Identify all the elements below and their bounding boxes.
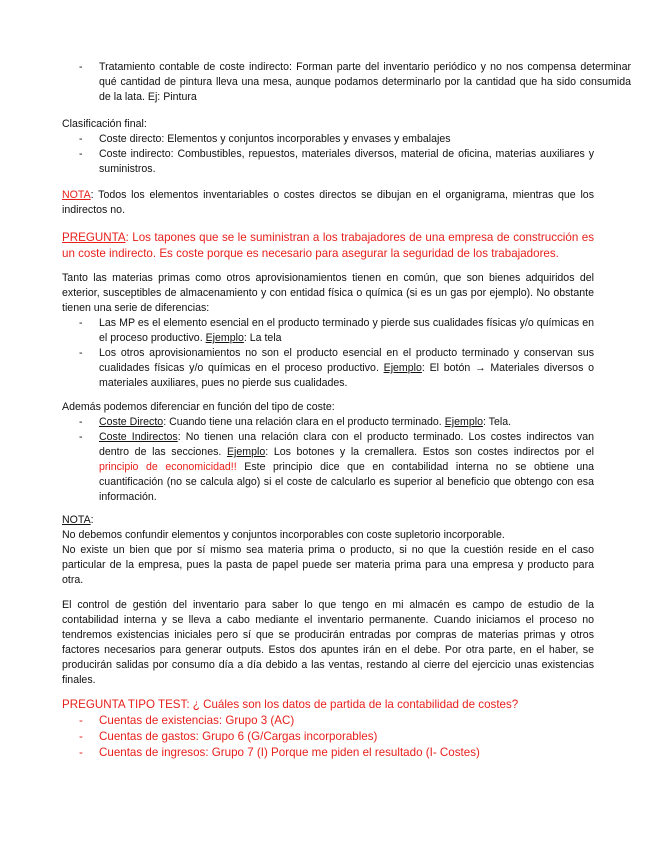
pregunta-test-item [62, 729, 594, 745]
nota-text: : Todos los elementos inventariables o costes directos se dibujan en el organigrama, mientras que los indirectos no. [62, 189, 594, 216]
materias-item-mp [62, 316, 594, 346]
bullet-dash: - [79, 133, 83, 145]
tipo-coste-intro: Además podemos diferenciar en función del tipo de coste: [62, 401, 335, 413]
item-text: : Cuando tiene una relación clara en el producto terminado. [163, 416, 445, 428]
intro-list-item [62, 60, 631, 105]
materias-item-text [99, 346, 594, 391]
pregunta-label: PREGUNTA [62, 231, 126, 244]
bullet-dash: - [79, 347, 83, 359]
ejemplo-label: Ejemplo [444, 416, 483, 428]
pregunta-text: : Los tapones que se le suministran a los trabajadores de una empresa de construcción es un coste indirecto. Es coste porque es necesario para asegurar la seguridad de los trabajadores. [62, 231, 594, 260]
nota-elementos-section [62, 513, 594, 588]
ejemplo-text: : Tela. [482, 416, 512, 428]
pregunta-test-item-text: Cuentas de ingresos: Grupo 7 (I) Porque me piden el resultado (I- Costes) [99, 746, 480, 759]
clasificacion-title: Clasificación final: [62, 118, 147, 130]
nota-label: NOTA [62, 189, 91, 201]
intro-text: Tratamiento contable de coste indirecto: Forman parte del inventario periódico y no nos compensa determinar qué cantidad de pintura lleva una mesa, aunque podamos determinarlo por la cantidad que ha sido consumida de la lata. Ej: Pintura [99, 61, 631, 103]
coste-indirecto-label: Coste Indirectos [99, 431, 178, 443]
pregunta-test-item [62, 713, 594, 729]
materias-item-text [99, 316, 594, 346]
pregunta-tapones [62, 230, 594, 262]
principio-economicidad: principio de economicidad!! [99, 461, 237, 473]
tipo-coste-section [62, 400, 594, 505]
coste-directo-label: Coste Directo [99, 416, 164, 428]
pregunta-test-item-text: Cuentas de existencias: Grupo 3 (AC) [99, 714, 295, 727]
bullet-dash: - [79, 416, 83, 428]
nota-colon: : [90, 514, 94, 526]
ejemplo-text: : El botón → Materiales diversos o materiales auxiliares, pues no pierde sus cualidades. [99, 362, 594, 389]
clasificacion-item-text: Coste directo: Elementos y conjuntos incorporables y envases y embalajes [99, 133, 451, 145]
bullet-dash: - [79, 148, 83, 160]
item-text: Este principio dice que en contabilidad interna no se obtiene una cuantificación (no se calcula algo) si el coste de calcularlo es superior al beneficio que obtengo con esa información. [99, 461, 594, 503]
tipo-coste-text [99, 430, 594, 505]
bullet-dash: - [79, 431, 83, 443]
tipo-coste-text [99, 415, 594, 430]
item-text: Los otros aprovisionamientos no son el producto esencial en el producto terminado y conservan sus cualidades físicas y/o químicas en el proceso productivo. [99, 347, 594, 374]
materias-intro: Tanto las materias primas como otros aprovisionamientos tienen en común, que son bienes adquiridos del exterior, susceptibles de almacenamiento y con entidad física o química (si es un gas por ejemplo). No obstante tienen una serie de diferencias: [62, 272, 594, 314]
bullet-dash: - [79, 714, 83, 727]
clasificacion-item-directo [62, 132, 594, 147]
clasificacion-item-indirecto [62, 147, 594, 177]
bullet-dash: - [79, 746, 83, 759]
materias-section [62, 271, 594, 391]
ejemplo-label: Ejemplo [205, 332, 244, 344]
clasificacion-section [62, 117, 594, 177]
pregunta-test-title: PREGUNTA TIPO TEST: ¿ Cuáles son los datos de partida de la contabilidad de costes? [62, 698, 519, 711]
nota2-line1: No debemos confundir elementos y conjuntos incorporables con coste supletorio incorporable. [62, 529, 505, 541]
clasificacion-item-text: Coste indirecto: Combustibles, repuestos, materiales diversos, material de oficina, materias auxiliares y suministros. [99, 148, 594, 175]
ejemplo-label: Ejemplo [383, 362, 422, 374]
tipo-coste-indirecto [62, 430, 594, 505]
bullet-dash: - [79, 730, 83, 743]
bullet-dash: - [79, 61, 83, 73]
nota2-line2: No existe un bien que por sí mismo sea materia prima o producto, si no que la cuestión reside en el caso particular de la empresa, pues la pasta de papel puede ser materia prima para una empresa y producto para otra. [62, 544, 594, 586]
item-text: Las MP es el elemento esencial en el producto terminado y pierde sus cualidades físicas y/o químicas en el proceso productivo. [99, 317, 594, 344]
pregunta-test-section [62, 697, 594, 761]
item-text: : Los botones y la cremallera. Estos son costes indirectos por el [265, 446, 594, 458]
nota-label: NOTA [62, 514, 91, 526]
tipo-coste-directo [62, 415, 594, 430]
materias-item-otros [62, 346, 594, 391]
item-text: : No tienen una relación clara con el producto terminado. Los costes indirectos van dentro de las secciones. [99, 431, 594, 458]
ejemplo-text: : La tela [243, 332, 282, 344]
nota-organigrama [62, 188, 594, 218]
nota2-heading [62, 513, 594, 528]
pregunta-test-item [62, 745, 594, 761]
pregunta-test-item-text: Cuentas de gastos: Grupo 6 (G/Cargas incorporables) [99, 730, 378, 743]
ejemplo-label: Ejemplo [226, 446, 266, 458]
control-gestion-paragraph: El control de gestión del inventario para saber lo que tengo en mi almacén es campo de estudio de la contabilidad interna y se lleva a cabo mediante el inventario permanente. Cuando iniciamos el proceso no tendremos existencias iniciales pero sí que se producirán entradas por compras de materias primas y otros factores necesarios para generar outputs. Estos dos apuntes irán en el debe. Por otra parte, en el haber, se producirán salidas por consumo día a día debido a las ventas, restando al cierre del ejercicio unas existencias finales. [62, 599, 594, 686]
bullet-dash: - [79, 317, 83, 329]
